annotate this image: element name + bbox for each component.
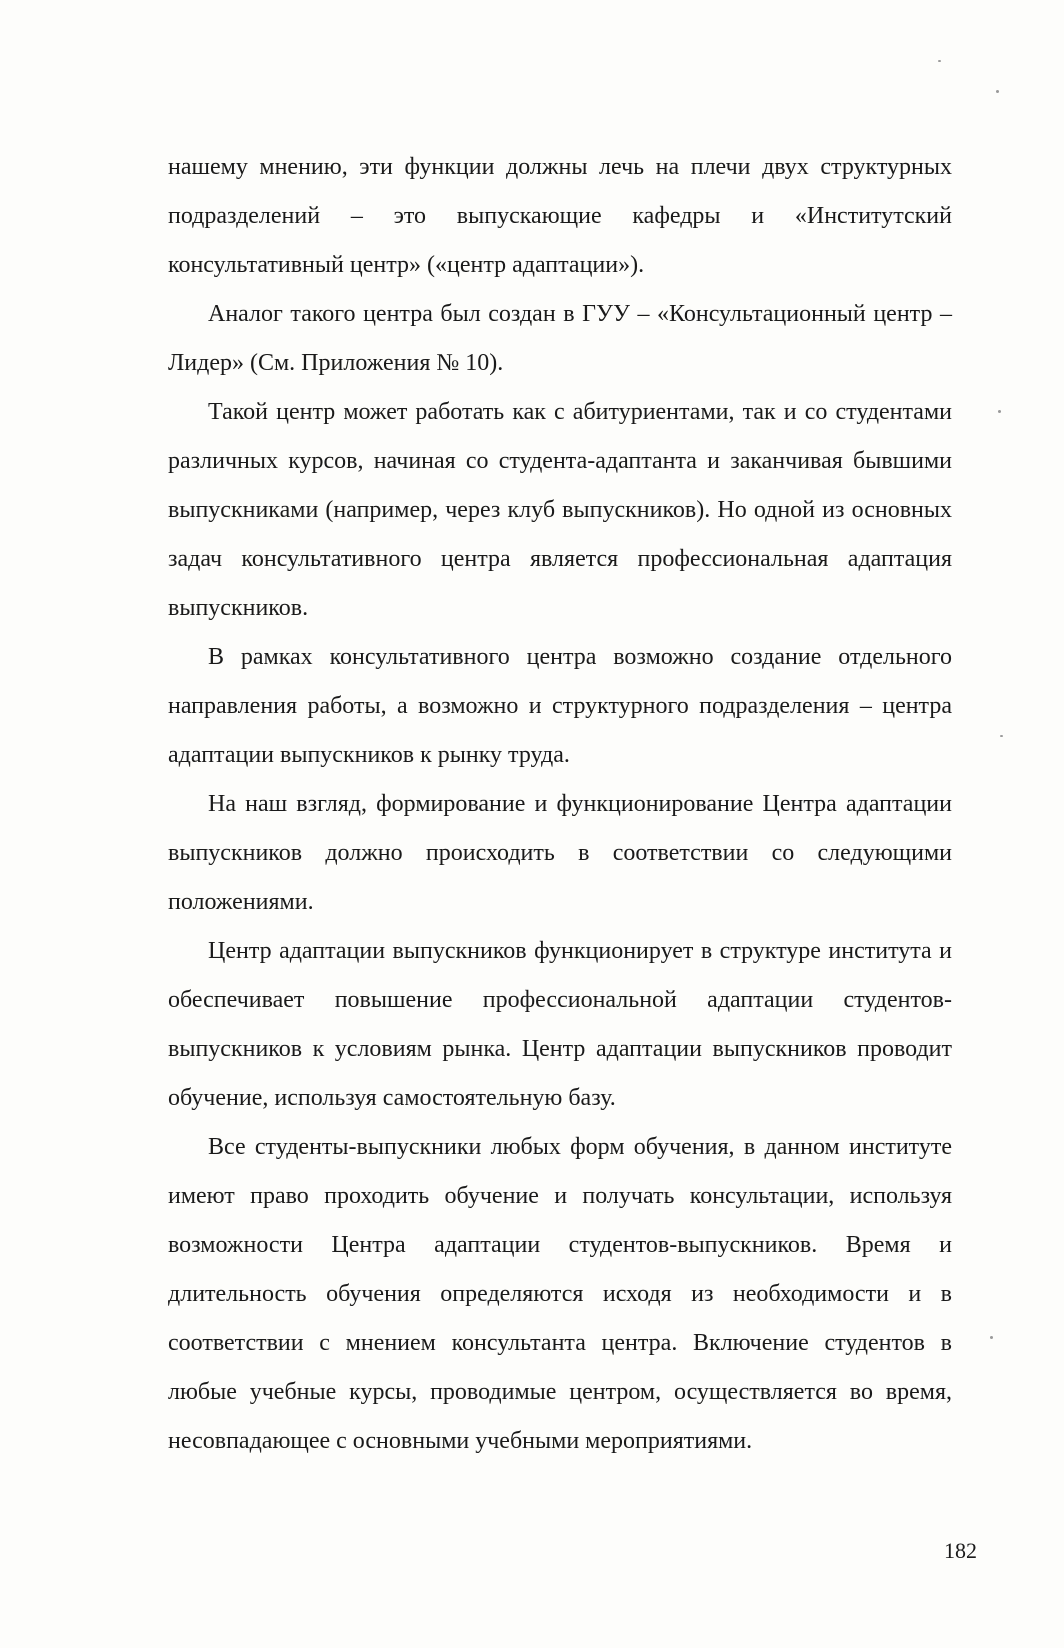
paragraph-4: В рамках консультативного центра возможно создание отдельного направления работы, а возможно и структурного подразделения – центра адаптации выпускников к рынку труда.: [168, 644, 952, 768]
page-number: 182: [944, 1538, 977, 1563]
scan-speck: [996, 90, 999, 93]
scan-speck: [938, 60, 941, 62]
paragraph-5: На наш взгляд, формирование и функционирование Центра адаптации выпускников должно происходить в соответствии со следующими положениями.: [168, 791, 952, 915]
scan-speck: [998, 410, 1001, 413]
scan-speck: [1000, 735, 1003, 737]
paragraph-7: Все студенты-выпускники любых форм обучения, в данном институте имеют право проходить обучение и получать консультации, используя возможности Центра адаптации студентов-выпускников. Время и длительность обучения определяются исходя из необходимости и в соответствии с мнением консультанта центра. Включение студентов в любые учебные курсы, проводимые центром, осуществляется во время, несовпадающее с основными учебными мероприятиями.: [168, 1134, 952, 1454]
scan-speck: [990, 1336, 993, 1339]
paragraph-6: Центр адаптации выпускников функционирует в структуре института и обеспечивает повышение профессиональной адаптации студентов-выпускников к условиям рынка. Центр адаптации выпускников проводит обучение, используя самостоятельную базу.: [168, 938, 952, 1111]
paragraph-3: Такой центр может работать как с абитуриентами, так и со студентами различных курсов, начиная со студента-адаптанта и заканчивая бывшими выпускниками (например, через клуб выпускников). Но одной из основных задач консультативного центра является профессиональная адаптация выпускников.: [168, 399, 952, 621]
paragraph-2: Аналог такого центра был создан в ГУУ – «Консультационный центр – Лидер» (См. Приложения № 10).: [168, 301, 952, 376]
paragraph-1: нашему мнению, эти функции должны лечь на плечи двух структурных подразделений – это выпускающие кафедры и «Институтский консультативный центр» («центр адаптации»).: [168, 154, 952, 278]
body-text: [168, 143, 952, 1466]
